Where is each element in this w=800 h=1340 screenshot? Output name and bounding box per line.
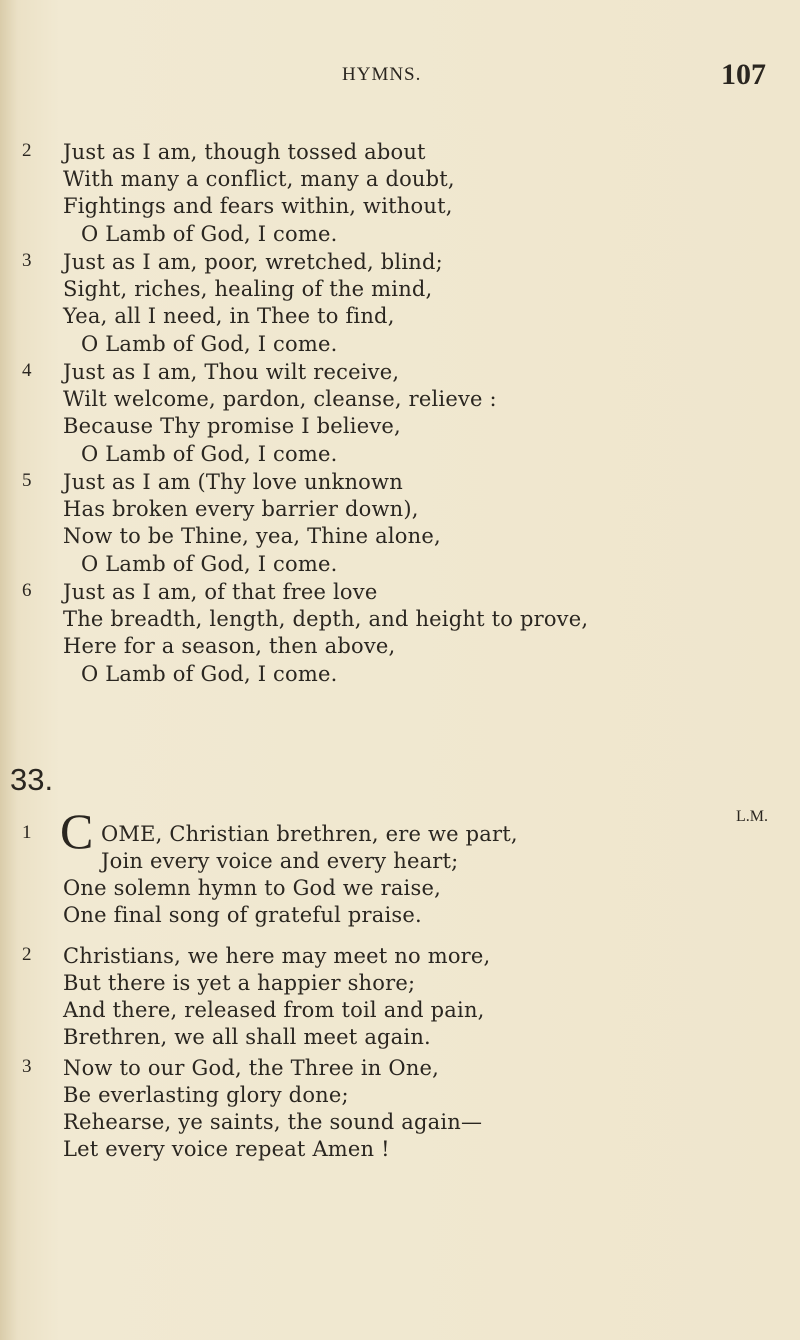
stanza-number: 1 xyxy=(22,822,32,843)
verse-line: Just as I am, of that free love xyxy=(63,580,378,604)
stanza-number: 6 xyxy=(22,580,32,601)
verse-line: One final song of grateful praise. xyxy=(63,903,422,927)
verse-line: Brethren, we all shall meet again. xyxy=(63,1025,431,1049)
stanza-number: 3 xyxy=(22,250,32,271)
verse-line: But there is yet a happier shore; xyxy=(63,971,416,995)
verse-refrain: O Lamb of God, I come. xyxy=(81,442,338,466)
verse-line: Wilt welcome, pardon, cleanse, relieve : xyxy=(63,387,497,411)
running-head: HYMNS. xyxy=(342,64,422,85)
verse-line: Just as I am, Thou wilt receive, xyxy=(63,360,400,384)
verse-line: The breadth, length, depth, and height to prove, xyxy=(63,607,589,631)
verse-line: Has broken every barrier down), xyxy=(63,497,419,521)
verse-line: Sight, riches, healing of the mind, xyxy=(63,277,433,301)
stanza-number: 2 xyxy=(22,944,32,965)
hymn-number: 33. xyxy=(10,762,54,797)
page-header xyxy=(0,58,800,98)
verse-line: Let every voice repeat Amen ! xyxy=(63,1137,390,1161)
meter-label: L.M. xyxy=(736,808,768,825)
verse-refrain: O Lamb of God, I come. xyxy=(81,552,338,576)
verse-line: Rehearse, ye saints, the sound again— xyxy=(63,1110,483,1134)
stanza-number: 5 xyxy=(22,470,32,491)
verse-line: And there, released from toil and pain, xyxy=(63,998,485,1022)
verse-line: One solemn hymn to God we raise, xyxy=(63,876,441,900)
verse-line: Just as I am, though tossed about xyxy=(63,140,426,164)
verse-line: Just as I am (Thy love unknown xyxy=(63,470,403,494)
stanza-number: 3 xyxy=(22,1056,32,1077)
stanza-number: 2 xyxy=(22,140,32,161)
drop-cap: C xyxy=(60,803,94,859)
verse-line: Be everlasting glory done; xyxy=(63,1083,349,1107)
verse-refrain: O Lamb of God, I come. xyxy=(81,332,338,356)
verse-line: Fightings and fears within, without, xyxy=(63,194,453,218)
stanza-number: 4 xyxy=(22,360,32,381)
verse-line: Now to be Thine, yea, Thine alone, xyxy=(63,524,441,548)
verse-line: OME, Christian brethren, ere we part, xyxy=(101,822,518,846)
verse-line: Now to our God, the Three in One, xyxy=(63,1056,440,1080)
verse-line: Join every voice and every heart; xyxy=(101,849,459,873)
page-number: 107 xyxy=(721,58,766,91)
verse-line: Christians, we here may meet no more, xyxy=(63,944,491,968)
verse-line: Just as I am, poor, wretched, blind; xyxy=(63,250,443,274)
verse-line: Because Thy promise I believe, xyxy=(63,414,401,438)
verse-line: Yea, all I need, in Thee to find, xyxy=(63,304,395,328)
verse-line: With many a conflict, many a doubt, xyxy=(63,167,455,191)
verse-refrain: O Lamb of God, I come. xyxy=(81,222,338,246)
verse-line: Here for a season, then above, xyxy=(63,634,396,658)
verse-refrain: O Lamb of God, I come. xyxy=(81,662,338,686)
